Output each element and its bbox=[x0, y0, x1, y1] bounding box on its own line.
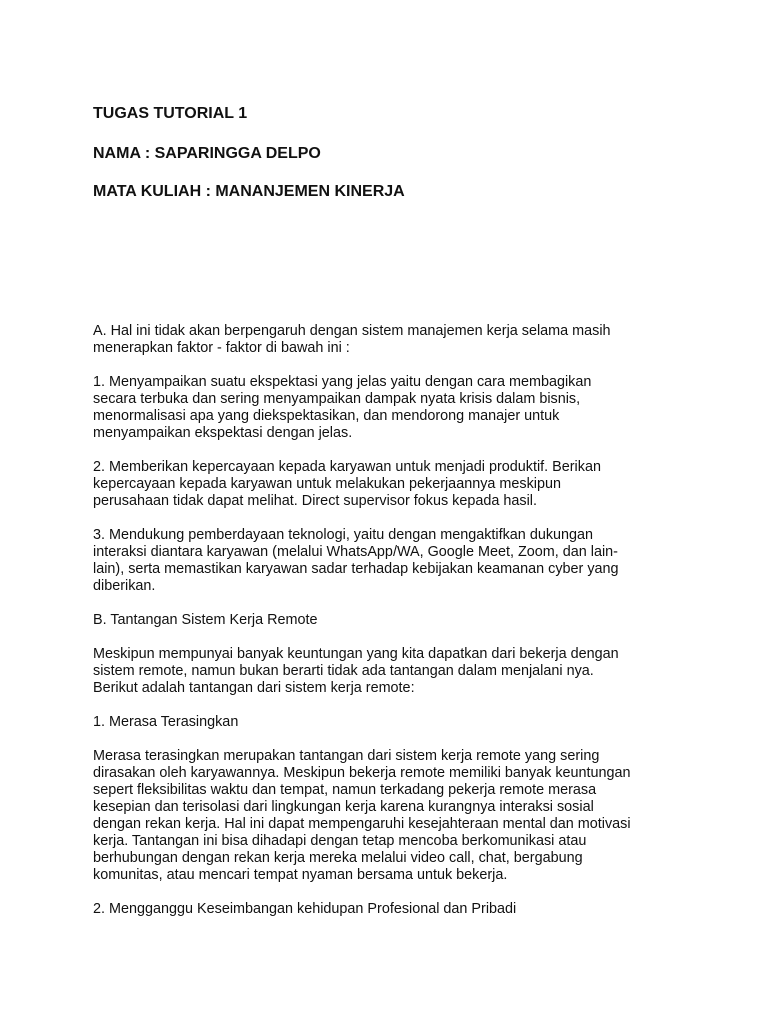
student-name-line: NAMA : SAPARINGGA DELPO bbox=[93, 145, 321, 162]
paragraph bbox=[93, 323, 683, 357]
paragraph bbox=[93, 646, 683, 697]
text-line: interaksi diantara karyawan (melalui WhatsApp/WA, Google Meet, Zoom, dan lain- bbox=[93, 544, 618, 560]
section-heading bbox=[93, 612, 683, 629]
text-line: dirasakan oleh karyawannya. Meskipun bekerja remote memiliki banyak keuntungan bbox=[93, 765, 631, 781]
text-line: secara terbuka dan sering menyampaikan dampak nyata krisis dalam bisnis, bbox=[93, 391, 581, 407]
document-title: TUGAS TUTORIAL 1 bbox=[93, 105, 248, 122]
text-line: dengan rekan kerja. Hal ini dapat mempengaruhi kesejahteraan mental dan motivasi bbox=[93, 816, 631, 832]
document-body bbox=[93, 323, 683, 918]
text-line: 3. Mendukung pemberdayaan teknologi, yaitu dengan mengaktifkan dukungan bbox=[93, 527, 594, 543]
text-line: 1. Menyampaikan suatu ekspektasi yang jelas yaitu dengan cara membagikan bbox=[93, 374, 592, 390]
paragraph bbox=[93, 459, 683, 510]
text-line: diberikan. bbox=[93, 578, 156, 594]
text-line: 2. Memberikan kepercayaan kepada karyawan untuk menjadi produktif. Berikan bbox=[93, 459, 601, 475]
text-line: sistem remote, namun bukan berarti tidak ada tantangan dalam menjalani nya. bbox=[93, 663, 594, 679]
text-line: A. Hal ini tidak akan berpengaruh dengan sistem manajemen kerja selama masih bbox=[93, 323, 611, 339]
text-line: kepercayaan kepada karyawan untuk melakukan pekerjaannya meskipun bbox=[93, 476, 561, 492]
course-line: MATA KULIAH : MANANJEMEN KINERJA bbox=[93, 183, 405, 200]
paragraph bbox=[93, 374, 683, 442]
text-line: 1. Merasa Terasingkan bbox=[93, 714, 239, 730]
text-line: berhubungan dengan rekan kerja mereka melalui video call, chat, bergabung bbox=[93, 850, 583, 866]
text-line: Meskipun mempunyai banyak keuntungan yang kita dapatkan dari bekerja dengan bbox=[93, 646, 619, 662]
text-line: komunitas, atau mencari tempat nyaman bersama untuk bekerja. bbox=[93, 867, 508, 883]
text-line: kerja. Tantangan ini bisa dihadapi dengan tetap mencoba berkomunikasi atau bbox=[93, 833, 587, 849]
text-line: Merasa terasingkan merupakan tantangan dari sistem kerja remote yang sering bbox=[93, 748, 600, 764]
subsection-heading bbox=[93, 901, 683, 918]
text-line: B. Tantangan Sistem Kerja Remote bbox=[93, 612, 318, 628]
paragraph bbox=[93, 527, 683, 595]
text-line: sepert fleksibilitas waktu dan tempat, namun terkadang pekerja remote merasa bbox=[93, 782, 597, 798]
text-line: kesepian dan terisolasi dari lingkungan kerja karena kurangnya interaksi sosial bbox=[93, 799, 594, 815]
text-line: Berikut adalah tantangan dari sistem kerja remote: bbox=[93, 680, 415, 696]
subsection-heading bbox=[93, 714, 683, 731]
text-line: 2. Mengganggu Keseimbangan kehidupan Profesional dan Pribadi bbox=[93, 901, 517, 917]
text-line: perusahaan tidak dapat melihat. Direct supervisor fokus kepada hasil. bbox=[93, 493, 537, 509]
text-line: menormalisasi apa yang diekspektasikan, dan mendorong manajer untuk bbox=[93, 408, 560, 424]
text-line: menyampaikan ekspektasi dengan jelas. bbox=[93, 425, 353, 441]
paragraph bbox=[93, 748, 683, 884]
text-line: menerapkan faktor - faktor di bawah ini : bbox=[93, 340, 350, 356]
text-line: lain), serta memastikan karyawan sadar terhadap kebijakan keamanan cyber yang bbox=[93, 561, 619, 577]
